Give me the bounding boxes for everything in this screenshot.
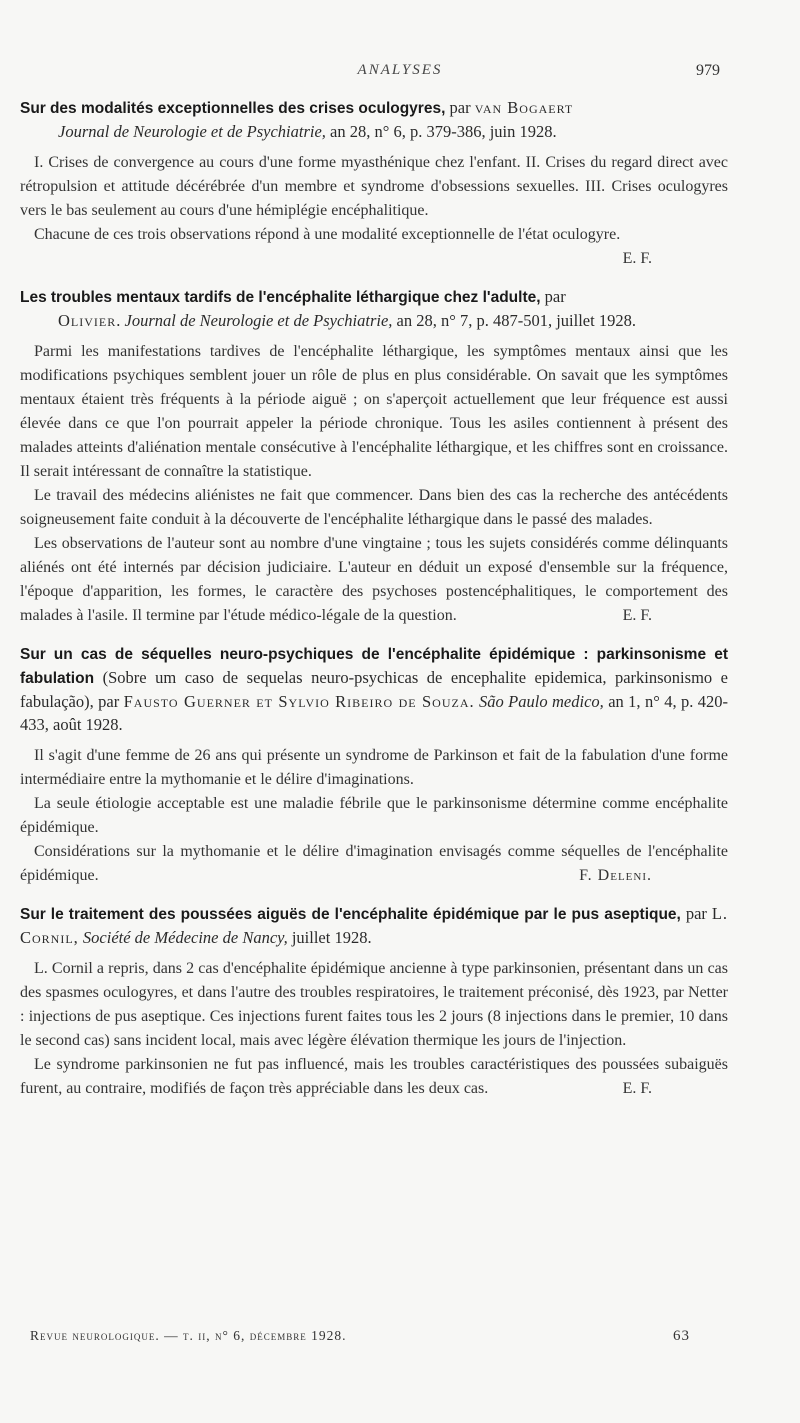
running-header <box>0 62 800 84</box>
article-by: par <box>449 98 471 117</box>
article-title: des modalités exceptionnelles des crises oculogyres, <box>49 100 446 117</box>
paragraph <box>20 532 728 628</box>
paragraph-text: Chacune de ces trois observations répond à une modalité exceptionnelle de l'état oculogyre. <box>34 226 621 243</box>
footer-journal-line: Revue neurologique. — t. ii, n° 6, décembre 1928. <box>30 1328 347 1343</box>
article-journal: São Paulo medico, <box>479 692 604 711</box>
article-lead: Sur <box>20 100 46 117</box>
page-number: 979 <box>696 62 720 79</box>
paragraph: Le travail des médecins aliénistes ne fait que commencer. Dans bien des cas la recherche des antécédents soigneusement faite conduit à la découverte de l'encéphalite léthargique dans le passé des malades. <box>20 487 728 528</box>
article-heading <box>20 96 728 143</box>
paragraph <box>20 223 728 267</box>
article-2 <box>20 285 728 628</box>
article-journal: Société de Médecine de Nancy, <box>82 928 288 947</box>
paragraph-text: Le syndrome parkinsonien ne fut pas influencé, mais les troubles caractéristiques des poussées subaiguës furent, au contraire, modifiés de façon très appréciable dans les deux cas. <box>20 1056 728 1097</box>
paragraph: Il s'agit d'une femme de 26 ans qui présente un syndrome de Parkinson et fait de la fabulation d'une forme intermédiaire entre la mythomanie et le délire d'imaginations. <box>20 747 728 788</box>
article-title: un cas de séquelles neuro-psychiques de l'encéphalite épidémique : parkinsonisme et fabulation <box>20 646 728 687</box>
article-citation-details: an 28, n° 7, p. 487-501, juillet 1928. <box>396 311 636 330</box>
article-title: le traitement des poussées aiguës de l'encéphalite épidémique par le pus aseptique, <box>50 906 681 923</box>
article-lead: Sur <box>20 906 46 923</box>
article-authors: Olivier <box>58 311 117 330</box>
signature: E. F. <box>622 250 652 267</box>
article-citation-details: an 1, n° 4, p. 420-433, août 1928. <box>20 692 729 734</box>
article-authors: L. Cornil, <box>20 904 729 947</box>
page-footer <box>30 1328 690 1348</box>
paragraph <box>20 1053 728 1101</box>
article-heading <box>20 642 728 736</box>
paragraph: Parmi les manifestations tardives de l'encéphalite léthargique, les symptômes mentaux ainsi que les modifications psychiques semblent jouer un rôle de plus en plus considérable. On savait que les symptômes mentaux étaient très fréquents à la période aiguë ; on s'aperçoit actuellement que leur fréquence est aussi élevée dans ce que l'on pourrait appeler la période chronique. Tous les asiles contiennent à présent des malades atteints d'aliénation mentale consécutive à l'encéphalite léthargique, et les chiffres sont en croissance. Il serait intéressant de connaître la statistique. <box>20 343 728 480</box>
page-body <box>20 96 728 1115</box>
article-1 <box>20 96 728 271</box>
article-authors: van Bogaert <box>474 98 574 117</box>
article-lead: Les <box>20 289 47 306</box>
article-citation-details: an 28, n° 6, p. 379-386, juin 1928. <box>330 122 557 141</box>
footer-sheet-signature: 63 <box>673 1328 690 1344</box>
article-journal: Journal de Neurologie et de Psychiatrie, <box>124 311 393 330</box>
article-by: par <box>685 904 707 923</box>
article-heading <box>20 902 728 949</box>
paragraph: La seule étiologie acceptable est une maladie fébrile que le parkinsonisme détermine comme encéphalite épidémique. <box>20 795 728 836</box>
article-authors: Fausto Guerner et Sylvio Ribeiro de Souza. <box>123 692 475 711</box>
article-4 <box>20 902 728 1101</box>
article-by: par <box>544 287 566 306</box>
paragraph-text: Les observations de l'auteur sont au nombre d'une vingtaine ; tous les sujets considérés comme délinquants aliénés ont été internés par décision judiciaire. L'auteur en déduit un exposé d'ensemble sur la fréquence, l'époque d'apparition, les formes, le caractère des psychoses postencéphalitiques, le comportement des malades à l'asile. Il termine par l'étude médico-légale de la question. <box>20 535 728 624</box>
paragraph-text: Considérations sur la mythomanie et le délire d'imagination envisagés comme séquelles de l'encéphalite épidémique. <box>20 843 728 884</box>
paragraph: I. Crises de convergence au cours d'une forme myasthénique chez l'enfant. II. Crises du regard direct avec rétropulsion et attitude décérébrée d'un membre et syndrome d'obsessions sexuelles. III. Crises oculogyres vers le bas seulement au cours d'une hémiplégie encéphalitique. <box>20 154 728 219</box>
article-citation-details: juillet 1928. <box>291 928 372 947</box>
running-title: ANALYSES <box>357 62 443 78</box>
article-3 <box>20 642 728 888</box>
article-lead: Sur <box>20 646 46 663</box>
signature: E. F. <box>622 1080 652 1097</box>
article-title: troubles mentaux tardifs de l'encéphalite léthargique chez l'adulte, <box>50 289 541 306</box>
paragraph <box>20 840 728 888</box>
signature: E. F. <box>622 607 652 624</box>
paragraph: L. Cornil a repris, dans 2 cas d'encéphalite épidémique ancienne à type parkinsonien, présentant dans un cas des spasmes oculogyres, et dans l'autre des troubles respiratoires, le traitement préconisé, dès 1923, par Netter : injections de pus aseptique. Ces injections furent faites tous les 2 jours (8 injections dans le premier, 10 dans le second cas) sans incident local, mais avec légère élévation thermique les jours de l'injection. <box>20 960 728 1049</box>
article-journal: Journal de Neurologie et de Psychiatrie, <box>58 122 326 141</box>
article-by: (Sobre um caso de sequelas neuro-psychicas de encephalite epidemica, parkinsonismo e fabulação), par <box>20 668 728 711</box>
article-heading: Les troubles mentaux tardifs de l'encéphalite léthargique chez l'adulte, par Olivier. Journal de Neurologie et de Psychiatrie, an 28, n° 7, p. 487-501, juillet 1928. <box>20 287 636 330</box>
signature: F. Deleni. <box>579 867 652 884</box>
